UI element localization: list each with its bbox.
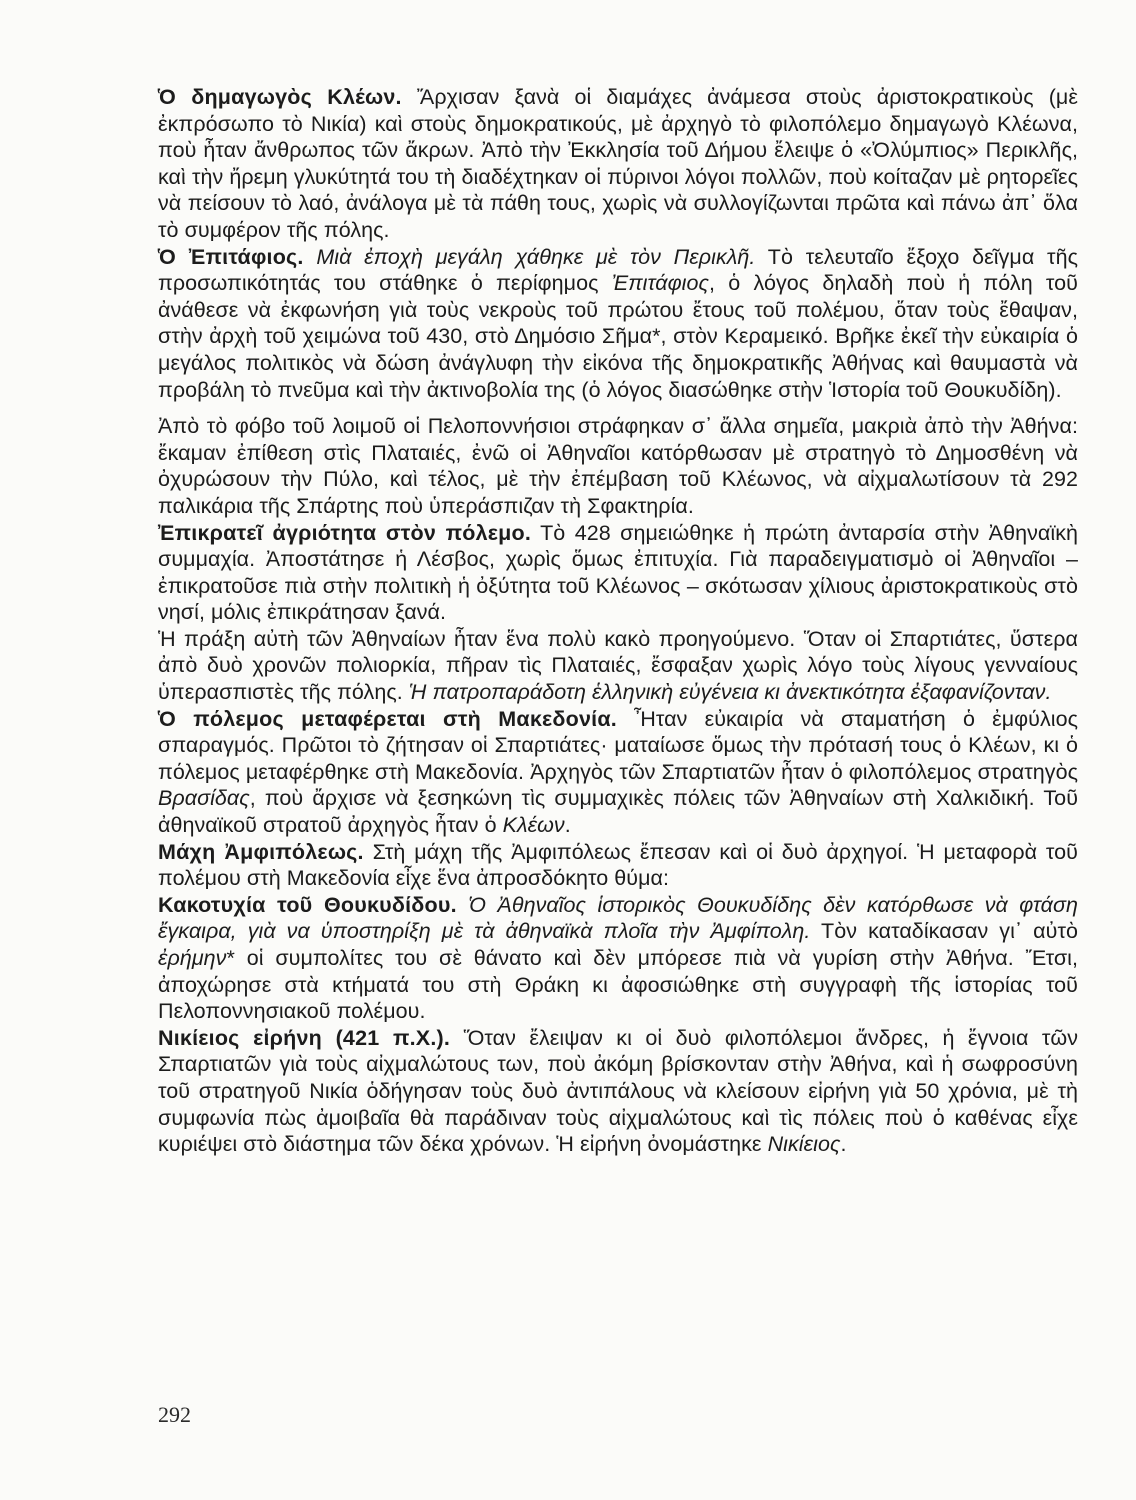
heading-kleon: Ὁ δημαγωγὸς Κλέων. [158, 85, 402, 109]
heading-makedonia: Ὁ πόλεμος μεταφέρεται στὴ Μακεδονία. [158, 706, 617, 731]
paragraph-kleon: Ὁ δημαγωγὸς Κλέων. Ἄρχισαν ξανὰ οἱ διαμάχες ἀνάμεσα στοὺς ἀριστοκρατικοὺς (μὲ ἐκπρόσωπο τὸ Νικία) καὶ στοὺς δημοκρατικούς, μὲ ἀρχηγὸ τὸ φιλοπόλεμο δημαγωγὸ Κλέωνα, ποὺ ἦταν ἄνθρωπος τῶν ἄκρων. Ἀπὸ τὴν Ἐκκλησία τοῦ Δήμου ἔλειψε ὁ «Ὀλύμπιος» Περικλῆς, καὶ τὴν ἤρεμη γλυκύτητά του τὴ διαδέχτηκαν οἱ πύρινοι λόγοι πολλῶν, ποὺ κοίταζαν μὲ ρητορεῖες νὰ πείσουν τὸ λαό, ἀνάλογα μὲ τὰ πάθη τους, χωρὶς νὰ συλλογίζωνται πρῶτα καὶ πάνω ἀπ᾽ ὅλα τὸ συμφέρον τῆς πόλης. [158, 85, 1078, 242]
paragraph-nikieios: Νικίειος εἰρήνη (421 π.Χ.). Ὅταν ἔλειψαν κι οἱ δυὸ φιλοπόλεμοι ἄνδρες, ἡ ἔγνοια τῶν Σπαρτιατῶν γιὰ τοὺς αἰχμαλώτους των, ποὺ ἀκόμη βρίσκονταν στὴν Ἀθήνα, καὶ ἡ σωφροσύνη τοῦ στρατηγοῦ Νικία ὁδήγησαν τοὺς δυὸ ἀντιπάλους νὰ κλείσουν εἰρήνη γιὰ 50 χρόνια, μὲ τὴ συμφωνία πὼς ἀμοιβαῖα θὰ παράδιναν τοὺς αἰχμαλώτους καὶ τὶς πόλεις ποὺ ὁ καθένας εἶχε κυριέψει στὸ διάστημα τῶν δέκα χρόνων. Ἡ εἰρήνη ὀνομάστηκε Νικίειος. [158, 1025, 1079, 1157]
heading-amfipolis: Μάχη Ἀμφιπόλεως. [158, 839, 364, 864]
page-number: 292 [158, 1402, 191, 1427]
page-text [158, 84, 1078, 1158]
paragraph-makedonia: Ὁ πόλεμος μεταφέρεται στὴ Μακεδονία. Ἦταν εὐκαιρία νὰ σταματήση ὁ ἐμφύλιος σπαραγμός. Πρῶτοι τὸ ζήτησαν οἱ Σπαρτιάτες· ματαίωσε ὅμως τὴν πρότασή τους ὁ Κλέων, κι ὁ πόλεμος μεταφέρθηκε στὴ Μακεδονία. Ἀρχηγὸς τῶν Σπαρτιατῶν ἦταν ὁ φιλοπόλεμος στρατηγὸς Βρασίδας, ποὺ ἄρχισε νὰ ξεσηκώνη τὶς συμμαχικὲς πόλεις τῶν Ἀθηναίων στὴ Χαλκιδική. Τοῦ ἀθηναϊκοῦ στρατοῦ ἀρχηγὸς ἦταν ὁ Κλέων. [158, 706, 1079, 838]
paragraph-amfipolis: Μάχη Ἀμφιπόλεως. Στὴ μάχη τῆς Ἀμφιπόλεως ἔπεσαν καὶ οἱ δυὸ ἀρχηγοί. Ἡ μεταφορὰ τοῦ πολέμου στὴ Μακεδονία εἶχε ἕνα ἀπροσδόκητο θύμα: [158, 839, 1078, 891]
paragraph-thoukydidis: Κακοτυχία τοῦ Θουκυδίδου. Ὁ Ἀθηναῖος ἱστορικὸς Θουκυδίδης δὲν κατόρθωσε νὰ φτάση ἔγκαιρα, γιὰ να ὑποστηρίξη μὲ τὰ ἀθηναϊκὰ πλοῖα τὴν Ἀμφίπολη. Τὸν καταδίκασαν γι᾽ αὐτὸ ἐρήμην* οἱ συμπολίτες του σὲ θάνατο καὶ δὲν μπόρεσε πιὰ νὰ γυρίση στὴν Ἀθήνα. Ἔτσι, ἀποχώρησε στὰ κτήματά του στὴ Θράκη κι ἀφοσιώθηκε στὴ συγγραφὴ τῆς ἱστορίας τοῦ Πελοποννησιακοῦ πολέμου. [158, 892, 1078, 1024]
heading-agriotita: Ἐπικρατεῖ ἀγριότητα στὸν πόλεμο. [158, 520, 532, 545]
paragraph-agriotita: Ἐπικρατεῖ ἀγριότητα στὸν πόλεμο. Τὸ 428 σημειώθηκε ἡ πρώτη ἀνταρσία στὴν Ἀθηναϊκὴ συμμαχία. Ἀποστάτησε ἡ Λέσβος, χωρὶς ὅμως ἐπιτυχία. Γιὰ παραδειγματισμὸ οἱ Ἀθηναῖοι – ἐπικρατοῦσε πιὰ στὴν πολιτικὴ ἡ ὀξύτητα τοῦ Κλέωνος – σκότωσαν χίλιους ἀριστοκρατικοὺς στὸ νησί, μόλις ἐπικράτησαν ξανά. [158, 520, 1078, 625]
heading-thoukydidis: Κακοτυχία τοῦ Θουκυδίδου. [158, 892, 457, 917]
heading-nikieios: Νικίειος εἰρήνη (421 π.Χ.). [158, 1025, 451, 1050]
paragraph-epitaphios: Ὁ Ἐπιτάφιος. Μιὰ ἐποχὴ μεγάλη χάθηκε μὲ τὸν Περικλῆ. Τὸ τελευταῖο ἔξοχο δεῖγμα τῆς προσωπικότητάς του στάθηκε ὁ περίφημος Ἐπιτάφιος, ὁ λόγος δηλαδὴ ποὺ ἡ πόλη τοῦ ἀνάθεσε νὰ ἐκφωνήση γιὰ τοὺς νεκροὺς τοῦ πρώτου ἔτους τοῦ πολέμου, ὅταν τοὺς ἔθαψαν, στὴν ἀρχὴ τοῦ χειμώνα τοῦ 430, στὸ Δημόσιο Σῆμα*, στὸν Κεραμεικό. Βρῆκε ἐκεῖ τὴν εὐκαιρία ὁ μεγάλος πολιτικὸς νὰ δώση ἀνάγλυφη τὴν εἰκόνα τῆς δημοκρατικῆς Ἀθήνας καὶ θαυμαστὰ νὰ προβάλη τὸ πνεῦμα καὶ τὴν ἀκτινοβολία της (ὁ λόγος διασώθηκε στὴν Ἱστορία τοῦ Θουκυδίδη). [158, 244, 1079, 402]
paragraph-praxi: Ἡ πράξη αὐτὴ τῶν Ἀθηναίων ἦταν ἕνα πολὺ κακὸ προηγούμενο. Ὅταν οἱ Σπαρτιάτες, ὕστερα ἀπὸ δυὸ χρονῶν πολιορκία, πῆραν τὶς Πλαταιές, ἔσφαξαν χωρὶς λόγο τοὺς λίγους γενναίους ὑπερασπιστὲς τῆς πόλης. Ἡ πατροπαράδοτη ἑλληνικὴ εὐγένεια κι ἀνεκτικότητα ἐξαφανίζονταν. [158, 626, 1078, 705]
paragraph-loimos: Ἀπὸ τὸ φόβο τοῦ λοιμοῦ οἱ Πελοποννήσιοι στράφηκαν σ᾽ ἄλλα σημεῖα, μακριὰ ἀπὸ τὴν Ἀθήνα: ἔκαμαν ἐπίθεση στὶς Πλαταιές, ἐνῶ οἱ Ἀθηναῖοι κατόρθωσαν μὲ στρατηγὸ τὸ Δημοσθένη νὰ ὀχυρώσουν τὴν Πύλο, καὶ τέλος, μὲ τὴν ἐπέμβαση τοῦ Κλέωνος, νὰ αἰχμαλωτίσουν τὰ 292 παλικάρια τῆς Σπάρτης ποὺ ὑπεράσπιζαν τὴ Σφακτηρία. [158, 414, 1078, 518]
heading-epitaphios: Ὁ Ἐπιτάφιος. [158, 244, 304, 269]
